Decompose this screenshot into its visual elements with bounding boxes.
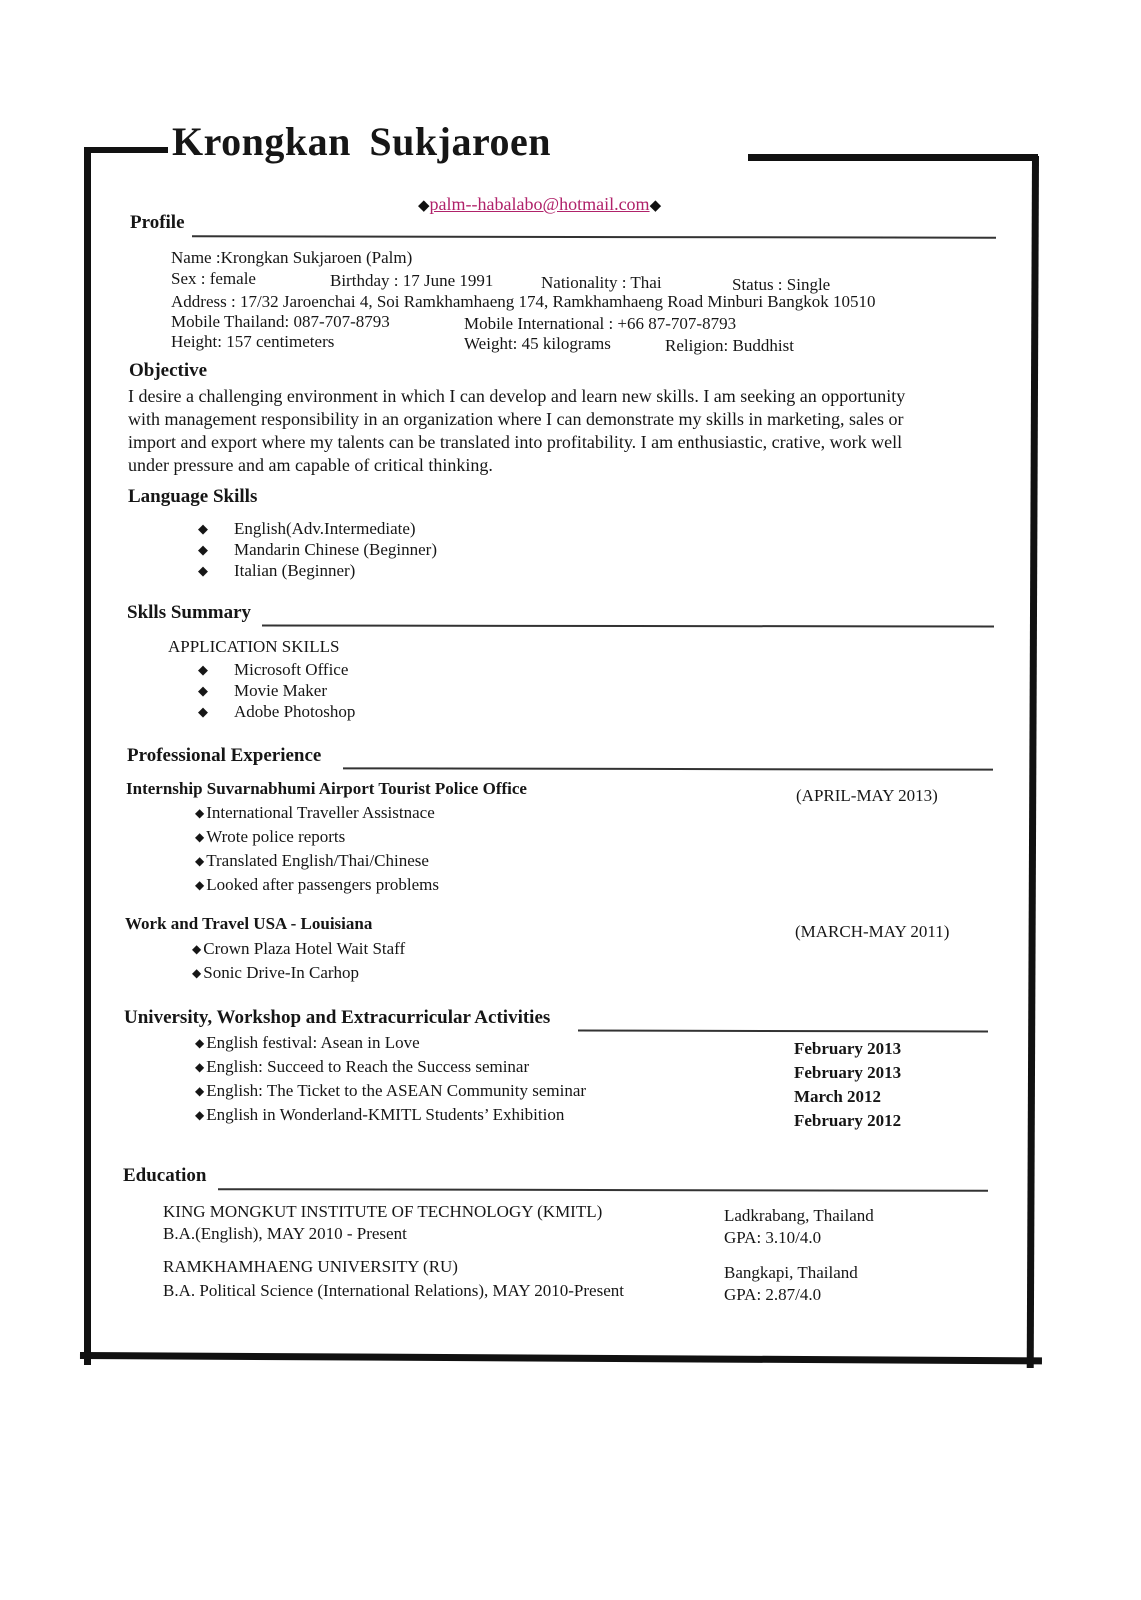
list-item: ◆ Italian (Beginner) [198,560,356,580]
diamond-bullet-icon: ◆ [195,853,205,868]
section-rule [192,235,996,238]
frame-top-left-line [84,147,168,153]
language-list [198,518,437,581]
objective-line: I desire a challenging environment in which I can develop and learn new skills. I am seeking an opportunity [128,386,906,406]
profile-weight: Weight: 45 kilograms [464,334,611,353]
diamond-icon: ◆ [418,198,430,214]
profile-mobile-thailand: Mobile Thailand: 087-707-8793 [171,312,390,331]
school-location: Ladkrabang, Thailand [724,1206,874,1225]
list-item: ◆ English(Adv.Intermediate) [198,518,416,538]
diamond-bullet-icon: ◆ [198,703,208,719]
list-item: ◆ Movie Maker [198,680,328,700]
activity-date: February 2013 [794,1063,902,1082]
frame-left-border [84,150,91,1365]
school-degree: B.A.(English), MAY 2010 - Present [163,1224,407,1243]
profile-birthday: Birthday : 17 June 1991 [330,271,494,290]
job-bullets [195,801,439,897]
job-dates: (APRIL-MAY 2013) [796,786,938,805]
school-degree: B.A. Political Science (International Relations), MAY 2010-Present [163,1281,624,1300]
school-location: Bangkapi, Thailand [724,1263,858,1282]
section-heading-skills-summary: Sklls Summary [127,602,252,623]
list-item: ◆ English: Succeed to Reach the Success seminar [195,1057,530,1076]
diamond-icon: ◆ [649,198,662,214]
diamond-bullet-icon: ◆ [192,965,202,980]
list-item: ◆ English: The Ticket to the ASEAN Community seminar [195,1081,587,1100]
list-item: ◆ Wrote police reports [195,827,346,846]
diamond-bullet-icon: ◆ [195,1083,205,1098]
school-name: KING MONGKUT INSTITUTE OF TECHNOLOGY (KMITL) [163,1202,603,1221]
activities-dates [794,1037,901,1133]
section-heading-profile: Profile [130,212,185,233]
list-item: ◆ English festival: Asean in Love [195,1033,420,1052]
diamond-bullet-icon: ◆ [195,1107,205,1122]
section-rule [343,767,993,770]
section-heading-objective: Objective [129,360,208,381]
school-gpa: GPA: 2.87/4.0 [724,1285,822,1304]
school-gpa: GPA: 3.10/4.0 [724,1228,822,1247]
activity-date: February 2013 [794,1039,902,1058]
job-title: Internship Suvarnabhumi Airport Tourist Police Office [126,779,527,798]
diamond-bullet-icon: ◆ [195,877,205,892]
profile-height: Height: 157 centimeters [171,332,335,351]
list-item: ◆ Microsoft Office [198,659,349,679]
list-item: ◆ Mandarin Chinese (Beginner) [198,539,437,559]
list-item: ◆ Sonic Drive-In Carhop [192,963,360,982]
profile-address: Address : 17/32 Jaroenchai 4, Soi Ramkhamhaeng 174, Ramkhamhaeng Road Minburi Bangkok 10510 [171,292,876,311]
section-heading-activities: University, Workshop and Extracurricular Activities [124,1007,551,1028]
email-link[interactable]: palm--habalabo@hotmail.com [429,194,650,214]
diamond-bullet-icon: ◆ [198,682,208,698]
activity-date: February 2012 [794,1111,902,1130]
profile-name: Name :Krongkan Sukjaroen (Palm) [171,248,413,267]
profile-sex: Sex : female [171,269,256,288]
section-heading-education: Education [123,1165,207,1186]
profile-nationality: Nationality : Thai [541,273,662,292]
skills-subheading: APPLICATION SKILLS [168,637,340,656]
job-title: Work and Travel USA - Louisiana [125,914,373,933]
list-item: ◆ Translated English/Thai/Chinese [195,851,429,870]
activities-list [195,1031,586,1127]
section-heading-experience: Professional Experience [127,745,322,766]
diamond-bullet-icon: ◆ [195,829,205,844]
section-rule [218,1188,988,1192]
list-item: ◆ English in Wonderland-KMITL Students’ Exhibition [195,1105,565,1124]
diamond-bullet-icon: ◆ [195,1059,205,1074]
list-item: ◆ Looked after passengers problems [195,875,439,894]
frame-bottom-border [80,1352,1042,1364]
profile-religion: Religion: Buddhist [665,336,794,355]
frame-top-right-line [748,154,1038,161]
section-rule [578,1029,988,1032]
skills-list [198,659,355,722]
objective-line: with management responsibility in an organization where I can demonstrate my skills in marketing, sales or [128,409,904,429]
section-heading-language-skills: Language Skills [128,486,258,507]
diamond-bullet-icon: ◆ [198,520,208,536]
activity-date: March 2012 [794,1087,882,1106]
list-item: ◆ Crown Plaza Hotel Wait Staff [192,939,406,958]
diamond-bullet-icon: ◆ [195,1035,205,1050]
profile-mobile-international: Mobile International : +66 87-707-8793 [464,314,737,333]
frame-right-border [1027,156,1039,1368]
objective-line: under pressure and am capable of critical thinking. [128,455,493,475]
diamond-bullet-icon: ◆ [198,562,208,578]
diamond-bullet-icon: ◆ [195,805,205,820]
resume-name-title: Krongkan Sukjaroen [172,119,551,164]
section-rule [262,624,994,627]
list-item: ◆ International Traveller Assistnace [195,803,435,822]
job-dates: (MARCH-MAY 2011) [795,922,950,941]
email-line [418,194,661,215]
profile-status: Status : Single [732,275,831,294]
school-name: RAMKHAMHAENG UNIVERSITY (RU) [163,1257,458,1276]
objective-line: import and export where my talents can be translated into profitability. I am enthusiastic, crative, work well [128,432,903,452]
list-item: ◆ Adobe Photoshop [198,701,356,721]
diamond-bullet-icon: ◆ [198,541,208,557]
diamond-bullet-icon: ◆ [192,941,202,956]
job-bullets [192,937,405,985]
diamond-bullet-icon: ◆ [198,661,208,677]
